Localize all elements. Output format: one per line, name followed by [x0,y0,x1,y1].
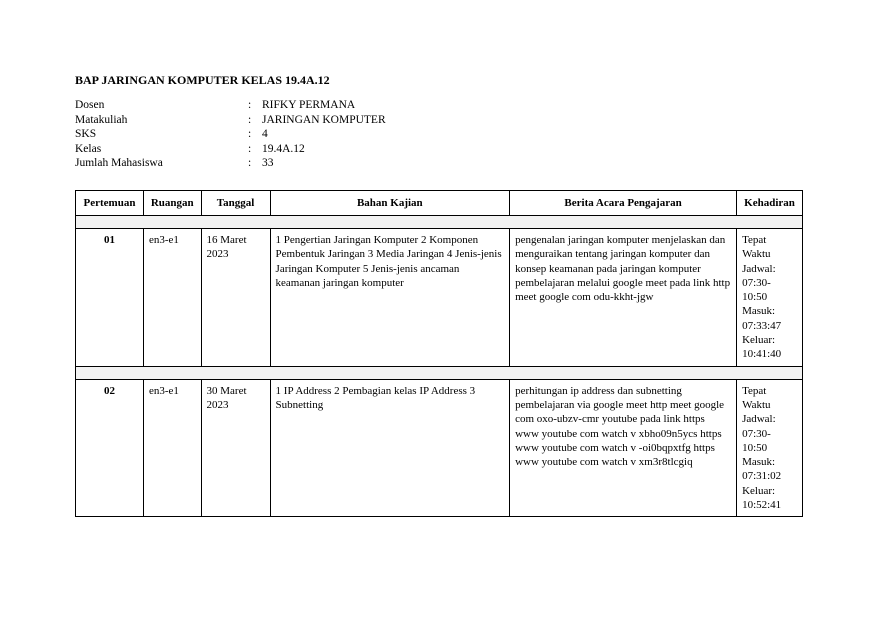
cell-tanggal: 16 Maret 2023 [201,229,270,367]
kehadiran-line: Tepat [742,384,767,397]
kehadiran-line: Masuk: [742,456,776,469]
kehadiran-line: 10:52:41 [742,499,782,512]
info-colon: : [248,113,252,126]
info-key: Matakuliah [75,113,128,126]
kehadiran-line: 07:30- [742,427,771,440]
info-key: SKS [75,128,97,140]
header-tanggal: Tanggal [201,191,270,216]
info-colon: : [248,99,252,111]
info-row-jumlah-mahasiswa [75,156,386,171]
kehadiran-line: Waktu [742,248,771,261]
row-spacer [76,366,803,379]
header-berita-acara: Berita Acara Pengajaran [510,191,737,216]
kehadiran-line: Jadwal: [742,413,776,426]
kehadiran-line: 07:30- [742,276,771,289]
info-colon: : [248,142,252,155]
document-title: BAP JARINGAN KOMPUTER KELAS 19.4A.12 [75,73,330,87]
kehadiran-line: 07:31:02 [742,470,782,483]
info-key: Jumlah Mahasiswa [75,157,163,169]
header-ruangan: Ruangan [143,191,201,216]
info-colon: : [248,128,252,140]
kehadiran-line: 10:50 [742,291,768,304]
cell-kehadiran [737,379,803,517]
info-colon: : [248,157,252,169]
table-row [76,379,803,517]
cell-bahan-kajian: 1 Pengertian Jaringan Komputer 2 Komponen Pembentuk Jaringan 3 Media Jaringan 4 Jenis-jenis Jaringan Komputer 5 Jenis-jenis ancaman keamanan jaringan komputer [270,229,510,367]
kehadiran-line: Keluar: [742,484,776,497]
course-info [75,98,386,171]
bap-table [75,190,803,517]
kehadiran-line: Keluar: [742,334,776,347]
info-row-dosen [75,98,386,113]
info-row-sks [75,127,386,142]
cell-ruangan: en3-e1 [143,379,201,517]
header-pertemuan: Pertemuan [76,191,144,216]
info-key: Kelas [75,142,102,155]
info-value: 19.4A.12 [262,142,305,155]
kehadiran-line: Tepat [742,234,767,246]
cell-bahan-kajian: 1 IP Address 2 Pembagian kelas IP Address 3 Subnetting [270,379,510,517]
kehadiran-line: Masuk: [742,305,776,318]
table-header-row [76,191,803,216]
kehadiran-line: Waktu [742,398,771,411]
kehadiran-line: 10:50 [742,441,768,454]
info-key: Dosen [75,99,105,111]
info-value: 33 [262,157,274,169]
info-row-matakuliah [75,113,386,128]
cell-ruangan: en3-e1 [143,229,201,367]
kehadiran-line: Jadwal: [742,262,776,275]
cell-pertemuan: 02 [76,379,144,517]
header-bahan-kajian: Bahan Kajian [270,191,510,216]
cell-berita-acara: perhitungan ip address dan subnetting pembelajaran via google meet http meet google com oxo-ubzv-cmr youtube pada link https www youtube com watch v xbho09n5ycs https www youtube com watch v -oi0bqpxtfg https www youtube com watch v xm3r8tlcgiq [510,379,737,517]
info-row-kelas [75,142,386,157]
table-row [76,229,803,367]
kehadiran-line: 10:41:40 [742,348,782,361]
cell-berita-acara: pengenalan jaringan komputer menjelaskan dan menguraikan tentang jaringan komputer dan konsep keamanan pada jaringan komputer pembelajaran melalui google meet pada link http meet google com odu-kkht-jgw [510,229,737,367]
cell-tanggal: 30 Maret 2023 [201,379,270,517]
kehadiran-line: 07:33:47 [742,319,782,332]
info-value: RIFKY PERMANA [262,99,356,111]
info-value: JARINGAN KOMPUTER [262,113,386,126]
cell-kehadiran [737,229,803,367]
row-spacer [76,216,803,229]
header-kehadiran: Kehadiran [737,191,803,216]
info-value: 4 [262,128,268,140]
cell-pertemuan: 01 [76,229,144,367]
